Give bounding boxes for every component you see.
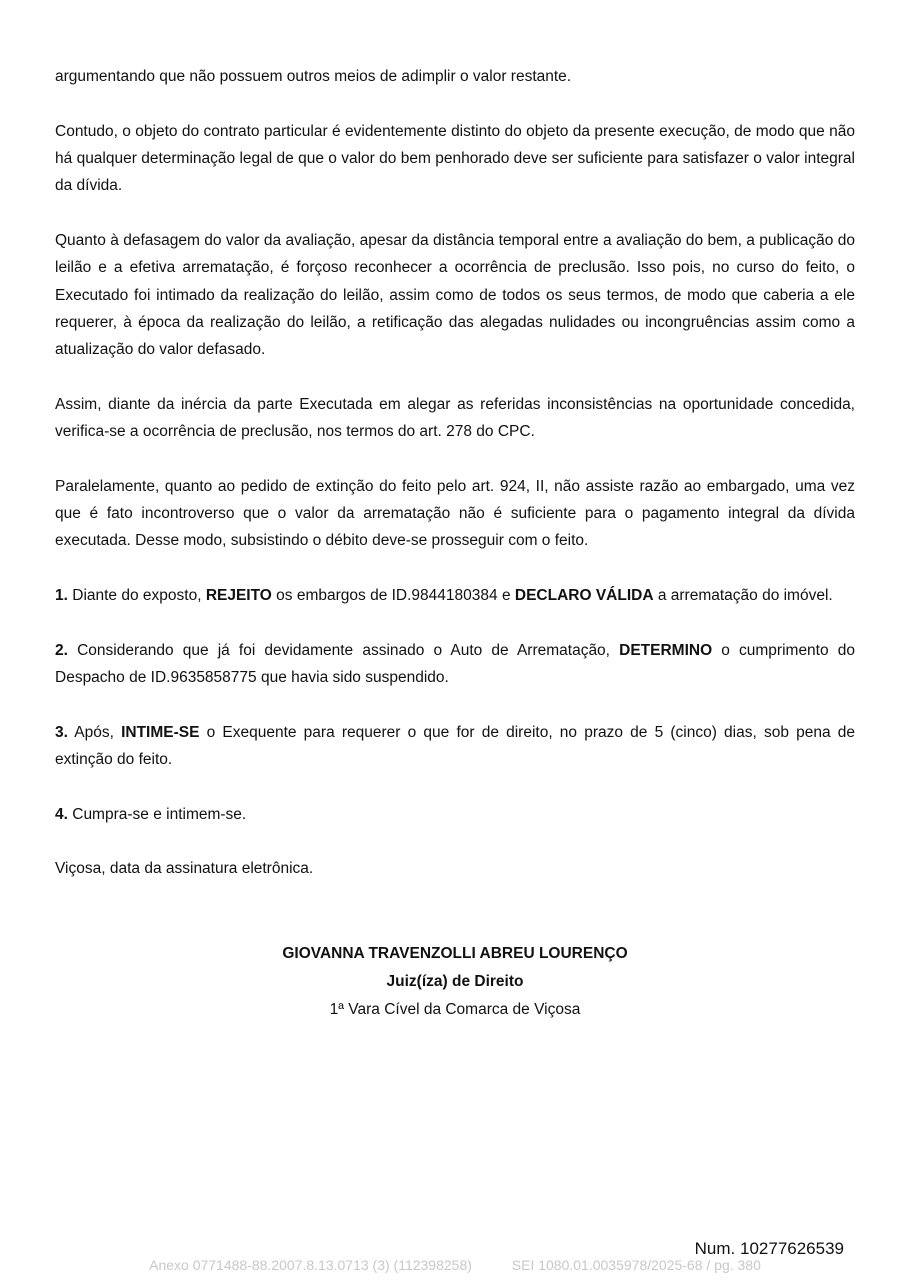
paragraph bbox=[55, 227, 855, 363]
bold-text: DETERMINO bbox=[619, 641, 713, 659]
bold-text: 2. bbox=[55, 641, 68, 659]
signer-role: Juiz(íza) de Direito bbox=[386, 973, 524, 990]
signer-name: GIOVANNA TRAVENZOLLI ABREU LOURENÇO bbox=[282, 945, 628, 962]
text-run: Cumpra-se e intimem-se. bbox=[67, 805, 247, 823]
text-run: Viçosa, data da assinatura eletrônica. bbox=[55, 860, 314, 878]
text-run: argumentando que não possuem outros meios de adimplir o valor restante. bbox=[55, 68, 572, 85]
paragraph bbox=[55, 801, 855, 828]
text-run: os embargos de ID.9844180384 e bbox=[271, 587, 515, 605]
document-number: Num. 10277626539 bbox=[694, 1239, 844, 1258]
text-run: Contudo, o objeto do contrato particular é evidentemente distinto do objeto da presente execução, de modo que não há qualquer determinação legal de que o valor do bem penhorado deve ser suficiente para satisfazer o valor integral da dívida. bbox=[55, 122, 855, 195]
text-run: Após, bbox=[67, 723, 122, 741]
paragraph bbox=[55, 582, 855, 609]
text-run: a arrematação do imóvel. bbox=[653, 587, 833, 605]
paragraph bbox=[55, 118, 855, 200]
text-run: o cumprimento do Despacho de ID.9635858775 que havia sido suspendido. bbox=[55, 641, 855, 687]
text-run: Considerando que já foi devidamente assinado o Auto de Arrematação, bbox=[67, 641, 620, 659]
document-body bbox=[55, 63, 855, 910]
text-run: Diante do exposto, bbox=[67, 587, 206, 605]
text-run: o Exequente para requerer o que for de direito, no prazo de 5 (cinco) dias, sob pena de extinção do feito. bbox=[55, 723, 855, 769]
paragraph bbox=[55, 473, 855, 555]
bold-text: DECLARO VÁLIDA bbox=[514, 587, 654, 605]
text-run: Assim, diante da inércia da parte Executada em alegar as referidas inconsistências na oportunidade concedida, verifica-se a ocorrência de preclusão, nos termos do art. 278 do CPC. bbox=[55, 395, 855, 441]
signer-court: 1ª Vara Cível da Comarca de Viçosa bbox=[329, 1001, 581, 1018]
footer-sei: SEI 1080.01.0035978/2025-68 / pg. 380 bbox=[511, 1257, 761, 1273]
page-footer bbox=[0, 1257, 910, 1273]
bold-text: 4. bbox=[55, 805, 68, 823]
footer-annex: Anexo 0771488-88.2007.8.13.0713 (3) (112398258) bbox=[149, 1257, 472, 1273]
text-run: Quanto à defasagem do valor da avaliação, apesar da distância temporal entre a avaliação do bem, a publicação do leilão e a efetiva arrematação, é forçoso reconhecer a ocorrência de preclusão. Isso pois, no curso do feito, o Executado foi intimado da realização do leilão, assim como de todos os seus termos, de modo que caberia a ele requerer, à época da realização do leilão, a retificação das alegadas nulidades ou incongruências assim como a atualização do valor defasado. bbox=[55, 231, 855, 359]
signature-block bbox=[0, 940, 910, 1024]
bold-text: INTIME-SE bbox=[121, 723, 200, 741]
paragraph bbox=[55, 719, 855, 774]
bold-text: REJEITO bbox=[205, 587, 272, 605]
paragraph bbox=[55, 855, 855, 882]
bold-text: 3. bbox=[55, 723, 68, 741]
text-run: Paralelamente, quanto ao pedido de extinção do feito pelo art. 924, II, não assiste razão ao embargado, uma vez que é fato incontroverso que o valor da arrematação não é suficiente para o pagamento integral da dívida executada. Desse modo, subsistindo o débito deve-se prosseguir com o feito. bbox=[55, 477, 855, 550]
paragraph bbox=[55, 391, 855, 446]
paragraph bbox=[55, 63, 855, 90]
paragraph bbox=[55, 637, 855, 692]
bold-text: 1. bbox=[55, 587, 68, 605]
